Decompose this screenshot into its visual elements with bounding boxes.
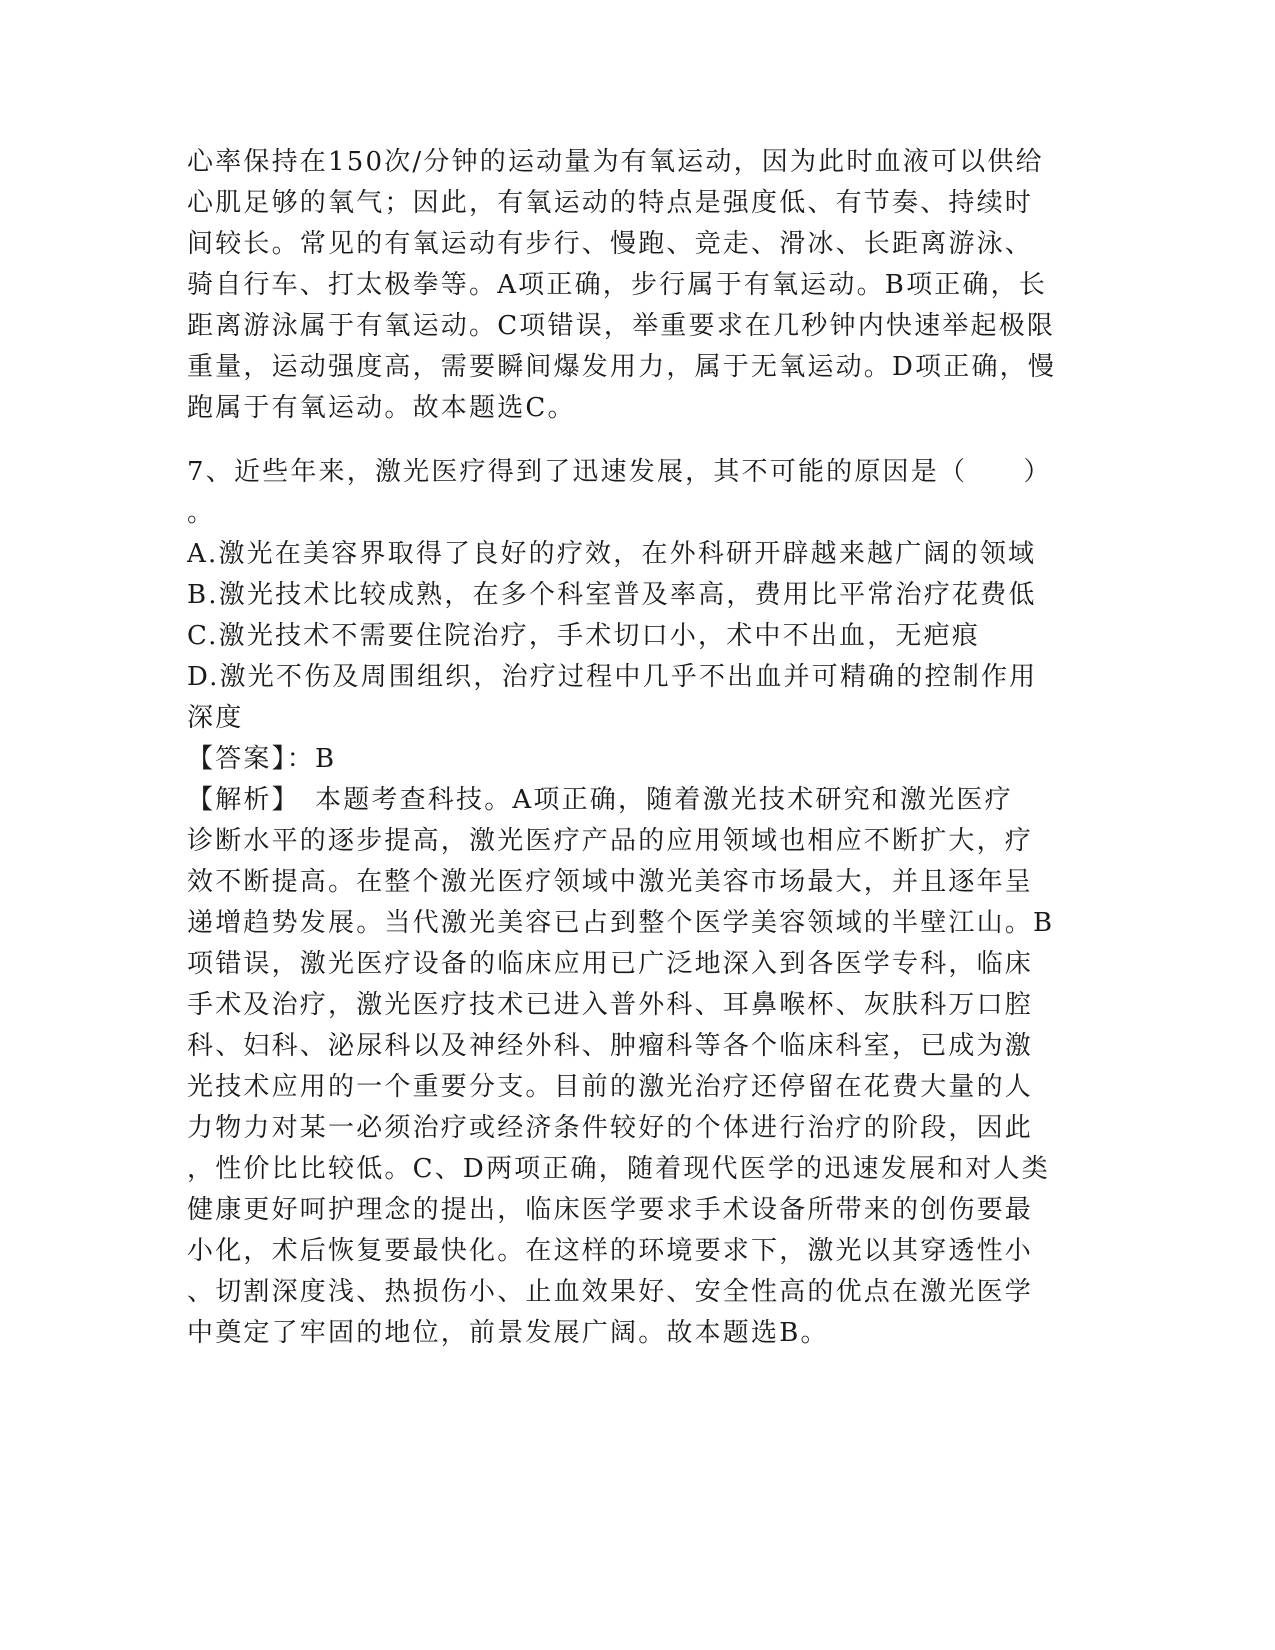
- question-stem: 7、近些年来，激光医疗得到了迅速发展，其不可能的原因是（ ）: [187, 457, 1052, 487]
- option-a: A.激光在美容界取得了良好的疗效，在外科研开辟越来越广阔的领域: [187, 539, 1037, 569]
- explanation-line: 跑属于有氧运动。故本题选C。: [187, 393, 576, 423]
- analysis-line: 【解析】 本题考查科技。A项正确，随着激光技术研究和激光医疗: [187, 785, 1013, 815]
- analysis-line: 力物力对某一必须治疗或经济条件较好的个体进行治疗的阶段，因此: [187, 1113, 1034, 1143]
- analysis-line: 健康更好呵护理念的提出，临床医学要求手术设备所带来的创伤要最: [187, 1195, 1034, 1225]
- explanation-line: 骑自行车、打太极拳等。A项正确，步行属于有氧运动。B项正确，长: [187, 270, 1048, 300]
- analysis-line: 小化，术后恢复要最快化。在这样的环境要求下，激光以其穿透性小: [187, 1236, 1034, 1266]
- option-b: B.激光技术比较成熟，在多个科室普及率高，费用比平常治疗花费低: [187, 580, 1037, 610]
- analysis-line: 诊断水平的逐步提高，激光医疗产品的应用领域也相应不断扩大，疗: [187, 826, 1034, 856]
- explanation-line: 重量，运动强度高，需要瞬间爆发用力，属于无氧运动。D项正确，慢: [187, 352, 1057, 382]
- explanation-line: 心率保持在150次/分钟的运动量为有氧运动，因为此时血液可以供给: [187, 147, 1044, 177]
- analysis-line: 、切割深度浅、热损伤小、止血效果好、安全性高的优点在激光医学: [187, 1277, 1034, 1307]
- option-c: C.激光技术不需要住院治疗，手术切口小，术中不出血，无疤痕: [187, 621, 981, 651]
- option-d: D.激光不伤及周围组织，治疗过程中几乎不出血并可精确的控制作用: [187, 662, 1038, 692]
- analysis-line: 科、妇科、泌尿科以及神经外科、肿瘤科等各个临床科室，已成为激: [187, 1031, 1034, 1061]
- analysis-line: 中奠定了牢固的地位，前景发展广阔。故本题选B。: [187, 1318, 829, 1348]
- analysis-line: 手术及治疗，激光医疗技术已进入普外科、耳鼻喉杯、灰肤科万口腔: [187, 990, 1034, 1020]
- analysis-line: 光技术应用的一个重要分支。目前的激光治疗还停留在花费大量的人: [187, 1072, 1034, 1102]
- explanation-line: 心肌足够的氧气；因此，有氧运动的特点是强度低、有节奏、持续时: [187, 188, 1034, 218]
- analysis-line: 递增趋势发展。当代激光美容已占到整个医学美容领域的半壁江山。B: [187, 908, 1055, 938]
- question-stem: 。: [187, 498, 216, 528]
- answer: 【答案】：B: [187, 744, 337, 774]
- option-d: 深度: [187, 703, 244, 733]
- analysis-line: 效不断提高。在整个激光医疗领域中激光美容市场最大，并且逐年呈: [187, 867, 1034, 897]
- explanation-line: 间较长。常见的有氧运动有步行、慢跑、竞走、滑冰、长距离游泳、: [187, 229, 1034, 259]
- analysis-line: 项错误，激光医疗设备的临床应用已广泛地深入到各医学专科，临床: [187, 949, 1034, 979]
- analysis-line: ，性价比比较低。C、D两项正确，随着现代医学的迅速发展和对人类: [187, 1154, 1050, 1184]
- explanation-line: 距离游泳属于有氧运动。C项错误，举重要求在几秒钟内快速举起极限: [187, 311, 1056, 341]
